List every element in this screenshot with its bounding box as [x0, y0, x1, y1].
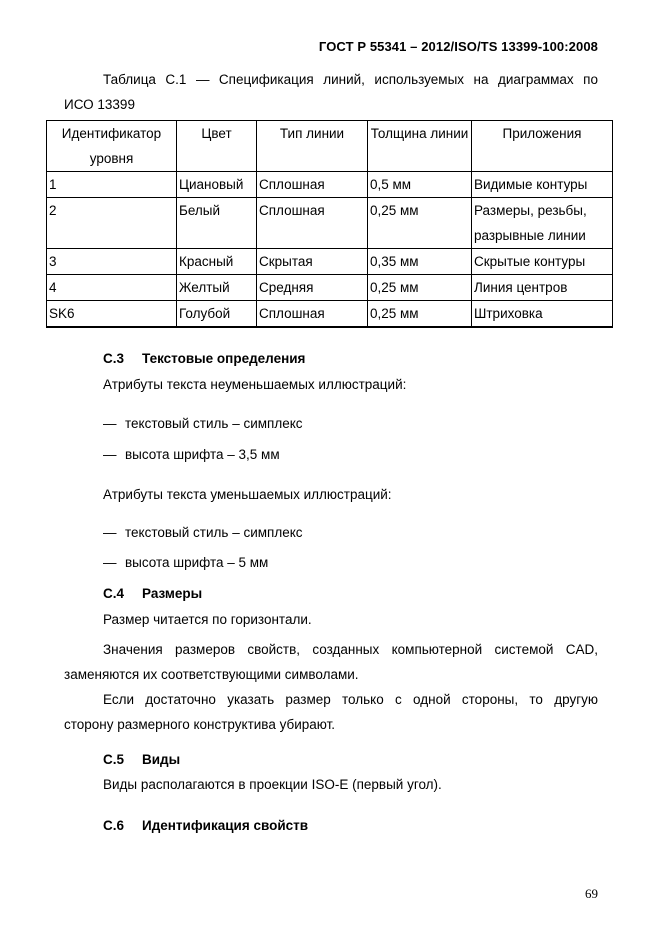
table-cell: 1 [47, 172, 177, 198]
table-cell: Сплошная [257, 301, 368, 328]
column-header: Идентификатор уровня [47, 121, 177, 172]
table-cell: 0,25 мм [368, 301, 472, 328]
paragraph-line: заменяются их соответствующими символами. [64, 667, 359, 682]
dash-marker: — [103, 416, 117, 431]
table-header-row [47, 121, 613, 172]
section-heading-c4 [103, 586, 202, 601]
table-cell: 4 [47, 275, 177, 301]
section-heading-c6 [103, 818, 308, 833]
section-title: Текстовые определения [142, 351, 306, 366]
table-row [47, 275, 613, 301]
list-item-text: высота шрифта – 5 мм [125, 555, 269, 570]
paragraph [64, 687, 598, 737]
section-number: С.6 [103, 818, 125, 833]
dash-marker: — [103, 447, 117, 462]
table-row [47, 249, 613, 275]
table-cell: Штриховка [472, 301, 613, 328]
table-cell: Голубой [177, 301, 257, 328]
table-caption-line-2: ИСО 13399 [64, 97, 135, 112]
section-title: Виды [142, 752, 181, 767]
document-header: ГОСТ Р 55341 – 2012/ISO/TS 13399-100:2008 [318, 39, 598, 54]
dash-marker: — [103, 525, 117, 540]
table-cell: Сплошная [257, 172, 368, 198]
table-cell: 0,5 мм [368, 172, 472, 198]
table-cell: Видимые контуры [472, 172, 613, 198]
column-header: Толщина линии [368, 121, 472, 172]
column-header: Цвет [177, 121, 257, 172]
paragraph: Размер читается по горизонтали. [103, 612, 312, 627]
list-item-text: высота шрифта – 3,5 мм [125, 447, 280, 462]
paragraph-line: сторону размерного конструктива убирают. [64, 717, 336, 732]
table-cell: SK6 [47, 301, 177, 328]
list-item [103, 525, 303, 540]
table-cell: Белый [177, 198, 257, 249]
section-title: Размеры [142, 586, 203, 601]
list-item [103, 416, 303, 431]
table-cell: Скрытая [257, 249, 368, 275]
section-number: С.4 [103, 586, 125, 601]
table-cell: Средняя [257, 275, 368, 301]
table-cell: Циановый [177, 172, 257, 198]
list-item [103, 447, 280, 462]
paragraph: Атрибуты текста неуменьшаемых иллюстраций: [103, 377, 407, 392]
table-cell: 0,35 мм [368, 249, 472, 275]
section-number: С.3 [103, 351, 125, 366]
table-cell: Красный [177, 249, 257, 275]
list-item-text: текстовый стиль – симплекс [125, 416, 303, 431]
list-item [103, 555, 268, 570]
table-cell: Размеры, резьбы, разрывные линии [472, 198, 613, 249]
paragraph-line: Если достаточно указать размер только с одной стороны, то другую [103, 692, 598, 707]
table-cell: Линия центров [472, 275, 613, 301]
paragraph-line: Значения размеров свойств, созданных компьютерной системой CAD, [103, 642, 598, 657]
table-cell: Скрытые контуры [472, 249, 613, 275]
table-cell: 0,25 мм [368, 275, 472, 301]
section-number: С.5 [103, 752, 125, 767]
table-cell: Желтый [177, 275, 257, 301]
table-cell: Сплошная [257, 198, 368, 249]
table-caption-line-1: Таблица С.1 — Спецификация линий, используемых на диаграммах по [103, 72, 598, 87]
paragraph: Атрибуты текста уменьшаемых иллюстраций: [103, 487, 392, 502]
table-cell: 0,25 мм [368, 198, 472, 249]
table-row [47, 198, 613, 249]
dash-marker: — [103, 555, 117, 570]
paragraph [64, 637, 598, 687]
section-title: Идентификация свойств [142, 818, 309, 833]
table-row [47, 301, 613, 328]
table-row [47, 172, 613, 198]
table-cell: 3 [47, 249, 177, 275]
column-header: Тип линии [257, 121, 368, 172]
section-heading-c3 [103, 351, 305, 366]
paragraph: Виды располагаются в проекции ISO-E (первый угол). [103, 777, 442, 792]
page-number: 69 [585, 886, 598, 901]
column-header: Приложения [472, 121, 613, 172]
list-item-text: текстовый стиль – симплекс [125, 525, 303, 540]
line-specification-table [46, 120, 613, 328]
section-heading-c5 [103, 752, 180, 767]
table-cell: 2 [47, 198, 177, 249]
